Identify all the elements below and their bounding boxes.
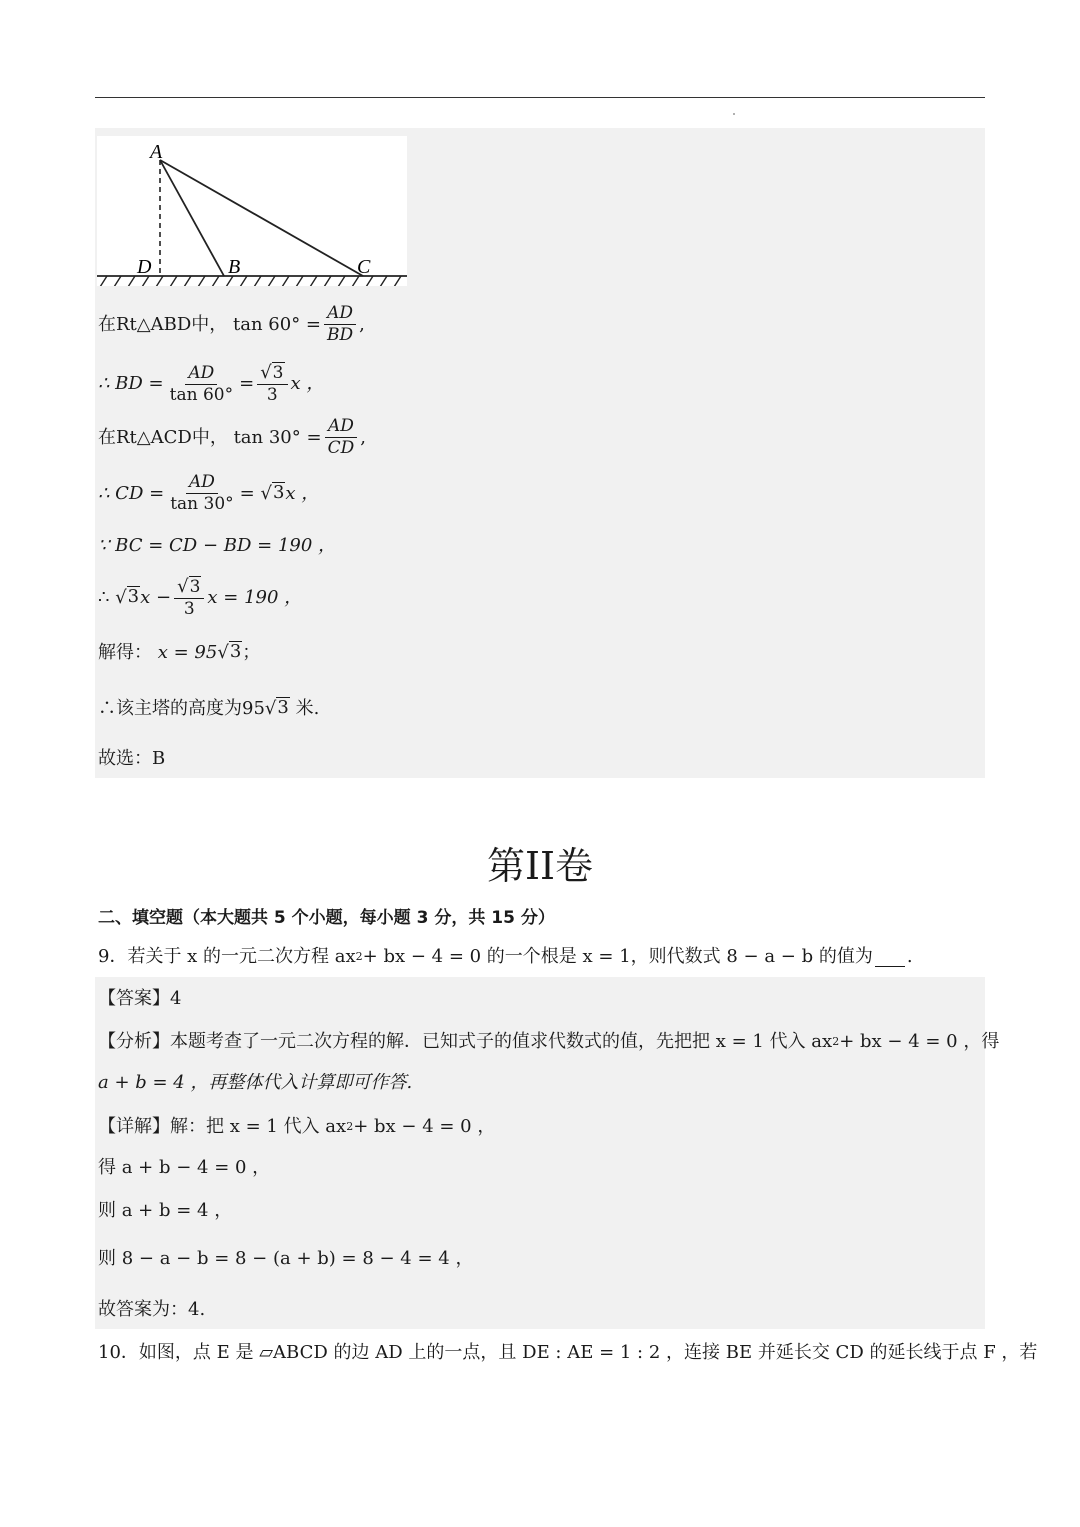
label-B: B: [228, 256, 241, 278]
solution-line-6: ∴ √ 3 x − √ 3 3 x = 190 ，: [98, 576, 303, 619]
label-A: A: [150, 141, 163, 163]
header-dot: [733, 113, 735, 115]
solution-line-8: ∴该主塔的高度为95 √ 3 米.: [98, 697, 320, 719]
page-title: 第II卷: [486, 844, 594, 888]
solution-line-3: 在Rt△ACD中， tan 30° = $\frac{AD}{CD}$ ,: [98, 416, 366, 458]
question-10: 10．如图，点 E 是 ▱ABCD 的边 AD 上的一点，且 DE : AE = 1 : 2 ，连接 BE 并延长交 CD 的延长线于点 F ，若: [98, 1342, 1038, 1363]
answer-blank: [875, 948, 905, 967]
answer-line: 【答案】4: [98, 988, 182, 1009]
analysis-line-2: a + b = 4 ，再整体代入计算即可作答.: [98, 1072, 413, 1093]
triangle-diagram: [97, 136, 407, 286]
section-heading: 二、填空题（本大题共 5 个小题，每小题 3 分，共 15 分）: [98, 908, 555, 928]
detail-line-4: 则 8 − a − b = 8 − (a + b) = 8 − 4 = 4 ，: [98, 1248, 474, 1269]
label-C: C: [357, 256, 371, 278]
detail-line-1: 【详解】解：把 x = 1 代入 ax 2 + bx − 4 = 0 ，: [98, 1116, 496, 1137]
header-rule: [95, 97, 985, 98]
question-9: 9．若关于 x 的一元二次方程 ax 2 + bx − 4 = 0 的一个根是 x = 1，则代数式 8 − a − b 的值为 .: [98, 946, 913, 967]
analysis-line-1: 【分析】本题考查了一元二次方程的解．已知式子的值求代数式的值，先把把 x = 1 代入 ax 2 + bx − 4 = 0 ，得: [98, 1031, 1000, 1052]
detail-line-2: 得 a + b − 4 = 0 ，: [98, 1157, 271, 1178]
solution-line-1: 在Rt△ABD中， tan 60° = $\frac{AD}{BD}$ ,: [98, 303, 365, 345]
label-D: D: [137, 256, 152, 278]
triangle-figure: [97, 136, 407, 286]
detail-line-5: 故答案为：4.: [98, 1299, 206, 1320]
solution-line-4: ∴ CD = $\frac{AD}{\tan 30^\circ}$ = √ 3 x ，: [98, 472, 320, 514]
detail-line-3: 则 a + b = 4 ，: [98, 1200, 233, 1221]
solution-line-9: 故选：B: [98, 748, 166, 769]
solution-line-2: ∴ BD = $\frac{AD}{\tan 60^\circ}$ = √ 3 3 x ，: [98, 362, 325, 405]
segment-AC: [160, 160, 363, 276]
solution-line-7: 解得： x = 95 √ 3 ；: [98, 641, 261, 663]
solution-line-5: ∵ BC = CD − BD = 190 ，: [98, 535, 337, 556]
